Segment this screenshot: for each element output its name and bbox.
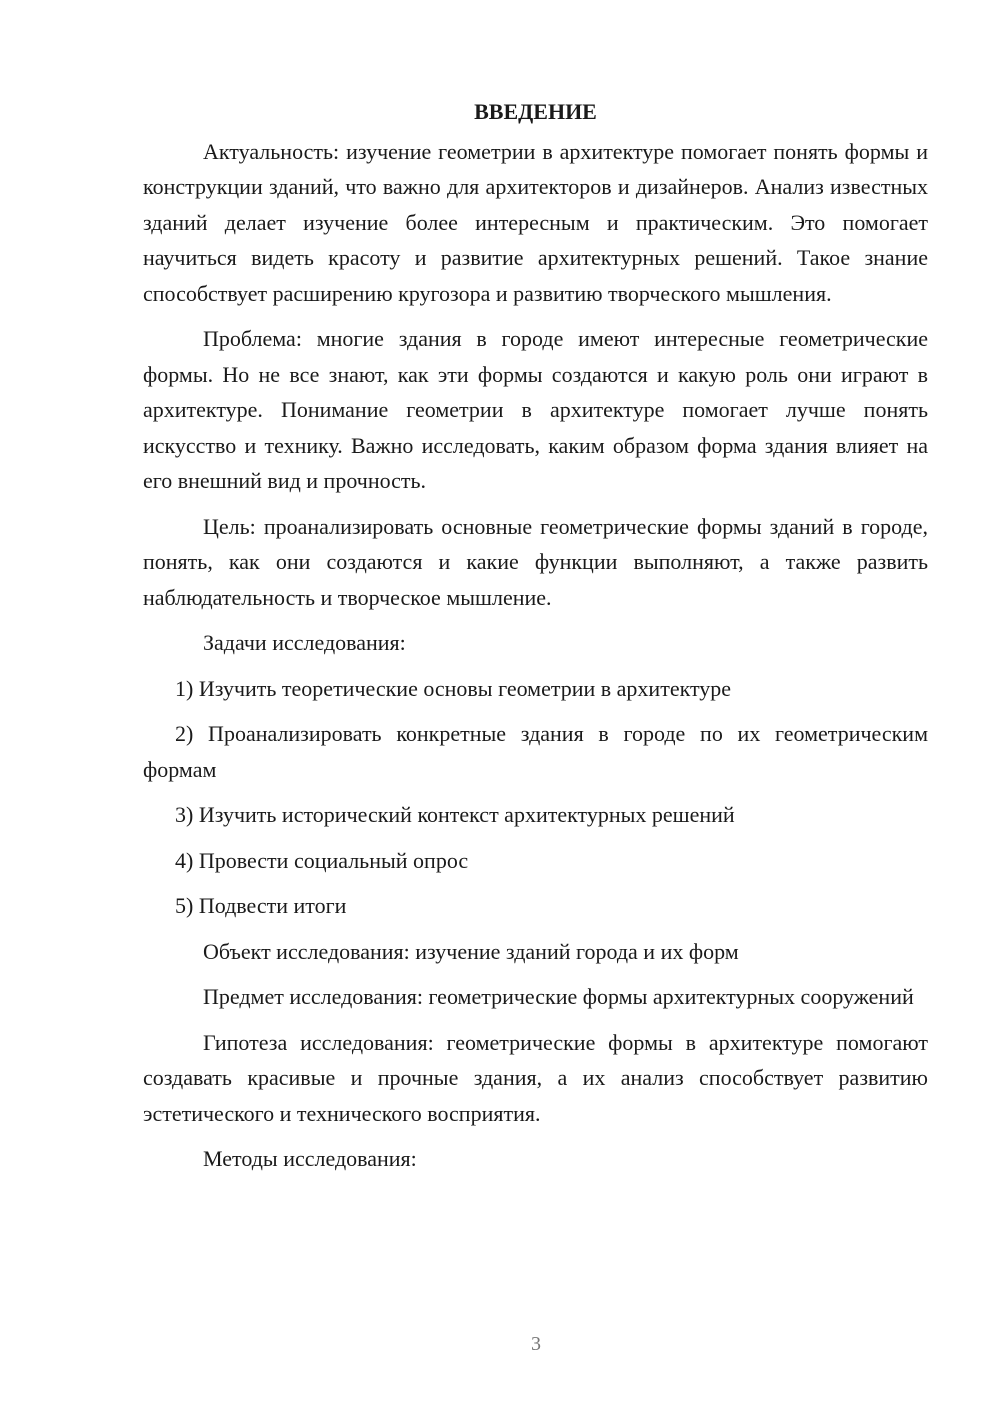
paragraph-object: Объект исследования: изучение зданий города и их форм [203, 938, 739, 964]
paragraph-subject: Предмет исследования: геометрические формы архитектурных сооружений [203, 984, 914, 1009]
page-title: ВВЕДЕНИЕ [474, 99, 597, 124]
paragraph-goal: Цель: проанализировать основные геометрические формы зданий в городе, понять, как они создаются и какие функции выполняют, а также развить наблюдательность и творческое мышление. [143, 513, 928, 610]
paragraph-relevance: Актуальность: изучение геометрии в архитектуре помогает понять формы и конструкции зданий, что важно для архитекторов и дизайнеров. Анализ известных зданий делает изучение более интересным и практическим. Это помогает научиться видеть красоту и развитие архитектурных решений. Такое знание способствует расширению кругозора и развитию творческого мышления. [143, 138, 928, 306]
task-item: 3) Изучить исторический контекст архитектурных решений [175, 802, 735, 827]
task-item: 4) Провести социальный опрос [175, 847, 469, 873]
task-item: 1) Изучить теоретические основы геометрии в архитектуре [175, 675, 732, 701]
paragraph-hypothesis: Гипотеза исследования: геометрические формы в архитектуре помогают создавать красивые и прочные здания, а их анализ способствует развитию эстетического и технического восприятия. [143, 1029, 928, 1126]
task-item: 2) Проанализировать конкретные здания в городе по их геометрическим формам [143, 721, 928, 782]
paragraph-methods: Методы исследования: [203, 1146, 417, 1171]
paragraph-tasks-heading: Задачи исследования: [203, 630, 406, 655]
task-item: 5) Подвести итоги [175, 893, 347, 918]
page-number: 3 [531, 1333, 541, 1355]
page-content [143, 94, 928, 1187]
paragraph-problem: Проблема: многие здания в городе имеют интересные геометрические формы. Но не все знают, как эти формы создаются и какую роль они играют в архитектуре. Понимание геометрии в архитектуре помогает лучше понять искусство и технику. Важно исследовать, каким образом форма здания влияет на его внешний вид и прочность. [143, 326, 928, 493]
